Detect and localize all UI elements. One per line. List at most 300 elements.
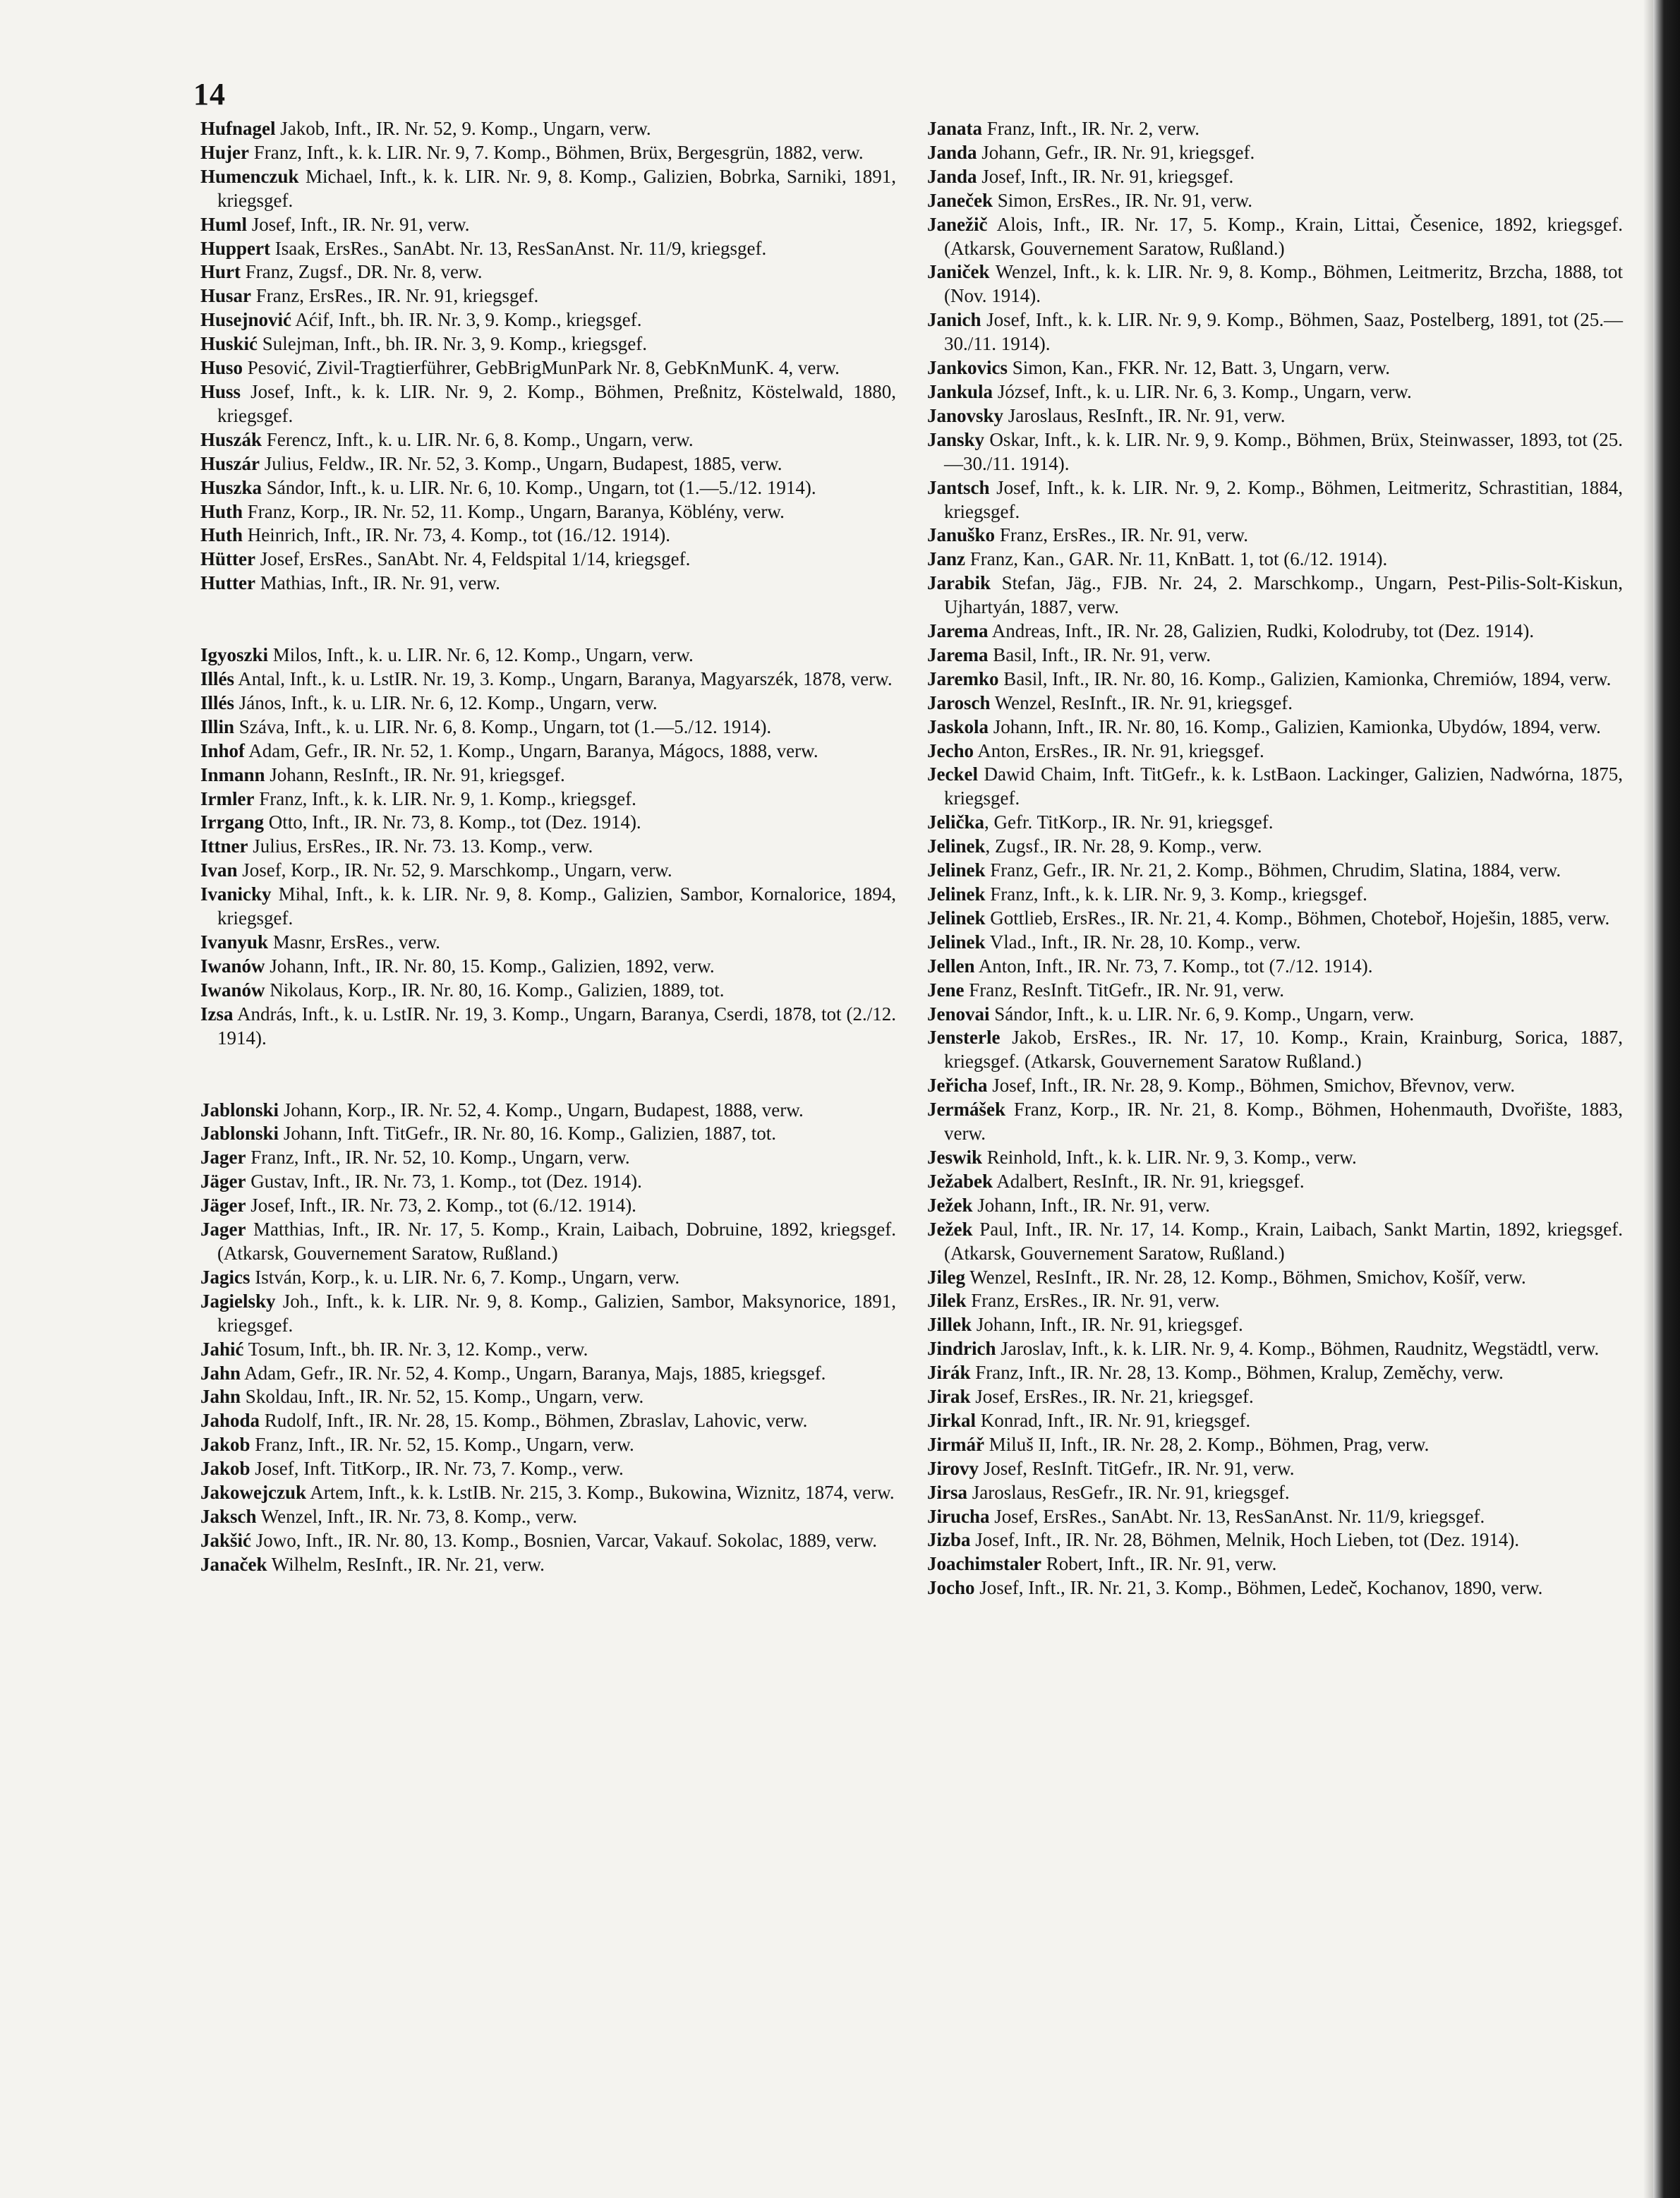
entry-details: Otto, Inft., IR. Nr. 73, 8. Komp., tot (Dez. 1914).	[264, 811, 641, 833]
entry-surname: Huskić	[200, 333, 258, 355]
entry-surname: Jilek	[927, 1290, 967, 1312]
entry-details: Andreas, Inft., IR. Nr. 28, Galizien, Rudki, Kolodruby, tot (Dez. 1914).	[988, 620, 1535, 642]
entry-details: Josef, Inft., k. k. LIR. Nr. 9, 9. Komp., Böhmen, Saaz, Postelberg, 1891, tot (25.—30./11. 1914).	[944, 309, 1623, 355]
entry-details: Pesović, Zivil-Tragtierführer, GebBrigMunPark Nr. 8, GebKnMunK. 4, verw.	[243, 357, 840, 379]
entry-details: Vlad., Inft., IR. Nr. 28, 10. Komp., verw.	[985, 931, 1301, 953]
entry-details: Basil, Inft., IR. Nr. 80, 16. Komp., Galizien, Kamionka, Chremiów, 1894, verw.	[998, 668, 1612, 689]
entry-surname: Jeckel	[927, 763, 978, 785]
entry-surname: Hurt	[200, 261, 241, 283]
list-entry	[200, 739, 896, 763]
entry-details: Simon, ErsRes., IR. Nr. 91, verw.	[992, 189, 1252, 211]
entry-details: Jowo, Inft., IR. Nr. 80, 13. Komp., Bosnien, Varcar, Vakauf. Sokolac, 1889, verw.	[251, 1529, 878, 1551]
list-entry	[927, 524, 1623, 548]
entry-surname: Jaremko	[927, 668, 999, 689]
entry-surname: Jermášek	[927, 1099, 1005, 1121]
entry-details: Jakob, ErsRes., IR. Nr. 17, 10. Komp., Krain, Krainburg, Sorica, 1887, kriegsgef. (Atkarsk, Gouvernement Saratow Rußland.)	[944, 1027, 1623, 1073]
entry-details: Ferencz, Inft., k. u. LIR. Nr. 6, 8. Komp., Ungarn, verw.	[262, 428, 694, 450]
list-entry	[200, 237, 896, 261]
entry-surname: Jirovy	[927, 1457, 979, 1479]
section-gap	[200, 596, 896, 644]
entry-details: Franz, Korp., IR. Nr. 52, 11. Komp., Ungarn, Baranya, Köblény, verw.	[243, 500, 785, 522]
entry-details: Adalbert, ResInft., IR. Nr. 91, kriegsgef.	[992, 1170, 1305, 1192]
list-entry	[200, 165, 896, 213]
entry-surname: Iwanów	[200, 955, 265, 977]
list-entry	[927, 1552, 1623, 1576]
entry-details: Franz, Inft., k. k. LIR. Nr. 9, 3. Komp., kriegsgef.	[985, 883, 1367, 905]
list-entry	[927, 1289, 1623, 1313]
list-entry	[927, 1266, 1623, 1290]
entry-surname: Huszka	[200, 476, 262, 498]
entry-details: Antal, Inft., k. u. LstIR. Nr. 19, 3. Komp., Ungarn, Baranya, Magyarszék, 1878, verw.	[234, 668, 893, 690]
list-entry	[927, 1026, 1623, 1074]
entry-surname: Huszák	[200, 428, 262, 450]
entry-surname: Jahn	[200, 1386, 241, 1408]
entry-details: Franz, ErsRes., IR. Nr. 91, verw.	[966, 1290, 1220, 1312]
entry-surname: Husar	[200, 285, 252, 307]
entry-details: Johann, Korp., IR. Nr. 52, 4. Komp., Ungarn, Budapest, 1888, verw.	[279, 1099, 804, 1121]
list-entry	[927, 763, 1623, 811]
entry-surname: Jelinek	[927, 859, 986, 881]
entry-details: Johann, Inft. TitGefr., IR. Nr. 80, 16. Komp., Galizien, 1887, tot.	[279, 1123, 777, 1145]
list-entry	[927, 428, 1623, 476]
entry-details: Franz, ErsRes., IR. Nr. 91, verw.	[995, 524, 1248, 546]
entry-surname: Husejnović	[200, 309, 292, 331]
list-entry	[927, 189, 1623, 213]
list-entry	[927, 1409, 1623, 1433]
list-entry	[200, 1362, 896, 1386]
list-entry	[200, 931, 896, 955]
entry-surname: Janich	[927, 309, 981, 331]
list-entry	[927, 380, 1623, 404]
entry-surname: Jelinek	[927, 931, 986, 953]
list-entry	[927, 715, 1623, 739]
entry-surname: Huth	[200, 524, 243, 546]
entry-surname: Januško	[927, 524, 996, 546]
entry-details: Milos, Inft., k. u. LIR. Nr. 6, 12. Komp., Ungarn, verw.	[268, 644, 694, 666]
list-entry	[927, 1170, 1623, 1194]
entry-details: Josef, Inft., IR. Nr. 91, kriegsgef.	[977, 165, 1234, 187]
list-entry	[927, 1505, 1623, 1529]
entry-surname: Jirak	[927, 1386, 971, 1408]
entry-details: Wenzel, ResInft., IR. Nr. 28, 12. Komp., Böhmen, Smichov, Košíř, verw.	[965, 1266, 1526, 1288]
entry-surname: Huso	[200, 357, 243, 379]
entry-surname: Humenczuk	[200, 165, 299, 187]
entry-details: Masnr, ErsRes., verw.	[268, 931, 440, 953]
entry-details: Josef, Inft., IR. Nr. 28, Böhmen, Melnik, Hoch Lieben, tot (Dez. 1914).	[970, 1529, 1520, 1551]
entry-surname: Jelinek	[927, 907, 986, 929]
entry-details: Robert, Inft., IR. Nr. 91, verw.	[1041, 1553, 1277, 1575]
entry-details: János, Inft., k. u. LIR. Nr. 6, 12. Komp., Ungarn, verw.	[234, 692, 658, 713]
entry-surname: Jirák	[927, 1362, 971, 1384]
entry-details: Joh., Inft., k. k. LIR. Nr. 9, 8. Komp., Galizien, Sambor, Maksynorice, 1891, kriegsgef.	[217, 1290, 896, 1336]
entry-details: Franz, Inft., IR. Nr. 52, 15. Komp., Ungarn, verw.	[250, 1434, 634, 1456]
list-entry	[200, 835, 896, 859]
entry-details: Nikolaus, Korp., IR. Nr. 80, 16. Komp., Galizien, 1889, tot.	[265, 979, 725, 1001]
list-entry	[200, 356, 896, 380]
entry-details: Oskar, Inft., k. k. LIR. Nr. 9, 9. Komp., Böhmen, Brüx, Steinwasser, 1893, tot (25.—30./11. 1914).	[944, 428, 1623, 474]
entry-details: Anton, ErsRes., IR. Nr. 91, kriegsgef.	[973, 739, 1264, 761]
list-entry	[200, 1529, 896, 1553]
list-entry	[927, 859, 1623, 883]
entry-details: Jaroslaus, ResInft., IR. Nr. 91, verw.	[1003, 404, 1286, 426]
list-entry	[200, 117, 896, 141]
list-entry	[927, 1576, 1623, 1600]
entry-surname: Jaksch	[200, 1505, 257, 1527]
entry-details: Franz, ResInft. TitGefr., IR. Nr. 91, verw.	[964, 979, 1284, 1001]
entry-surname: Illin	[200, 715, 235, 737]
entry-surname: Ivanicky	[200, 883, 272, 905]
entry-details: Skoldau, Inft., IR. Nr. 52, 15. Komp., Ungarn, verw.	[241, 1386, 644, 1408]
entry-surname: Joachimstaler	[927, 1553, 1041, 1575]
entry-surname: Huss	[200, 380, 241, 402]
entry-surname: Jakob	[200, 1434, 250, 1456]
entry-details: Franz, Zugsf., DR. Nr. 8, verw.	[241, 261, 483, 283]
entry-surname: Ivanyuk	[200, 931, 269, 953]
entry-details: Franz, ErsRes., IR. Nr. 91, kriegsgef.	[251, 285, 539, 307]
entry-details: , Zugsf., IR. Nr. 28, 9. Komp., verw.	[985, 835, 1262, 857]
list-entry	[927, 1313, 1623, 1337]
entry-surname: Jakob	[200, 1458, 250, 1480]
entry-surname: Irmler	[200, 787, 255, 809]
entry-details: Reinhold, Inft., k. k. LIR. Nr. 9, 3. Komp., verw.	[982, 1146, 1357, 1168]
list-entry	[200, 1122, 896, 1146]
entry-details: Stefan, Jäg., FJB. Nr. 24, 2. Marschkomp., Ungarn, Pest-Pilis-Solt-Kiskun, Ujhartyán, 1887, verw.	[944, 572, 1623, 618]
entry-details: Artem, Inft., k. k. LstIB. Nr. 215, 3. Komp., Bukowina, Wiznitz, 1874, verw.	[306, 1482, 895, 1504]
list-entry	[927, 356, 1623, 380]
list-entry	[927, 1098, 1623, 1146]
entry-details: István, Korp., k. u. LIR. Nr. 6, 7. Komp., Ungarn, verw.	[250, 1266, 680, 1288]
list-entry	[200, 1099, 896, 1123]
entry-surname: Inhof	[200, 739, 246, 761]
entry-surname: Ittner	[200, 835, 248, 857]
entry-surname: Jagics	[200, 1266, 250, 1288]
left-column	[200, 117, 896, 1577]
entry-details: Wenzel, Inft., IR. Nr. 73, 8. Komp., verw.	[256, 1505, 578, 1527]
entry-details: Josef, Inft., IR. Nr. 91, verw.	[247, 213, 470, 235]
list-entry	[927, 165, 1623, 189]
list-entry	[200, 787, 896, 811]
list-entry	[200, 1457, 896, 1481]
entry-details: Julius, ErsRes., IR. Nr. 73. 13. Komp., verw.	[248, 835, 593, 857]
list-entry	[200, 308, 896, 332]
list-entry	[200, 715, 896, 739]
entry-surname: Jablonski	[200, 1099, 279, 1121]
list-entry	[927, 1481, 1623, 1505]
entry-surname: Jäger	[200, 1195, 246, 1216]
entry-details: Franz, Inft., k. k. LIR. Nr. 9, 7. Komp., Böhmen, Brüx, Bergesgrün, 1882, verw.	[248, 141, 864, 163]
entry-surname: Janežič	[927, 213, 988, 235]
list-entry	[927, 1385, 1623, 1409]
list-entry	[200, 1170, 896, 1194]
list-entry	[200, 284, 896, 308]
entry-surname: Jarosch	[927, 692, 991, 713]
entry-details: Franz, Korp., IR. Nr. 21, 8. Komp., Böhmen, Hohenmauth, Dvořište, 1883, verw.	[944, 1099, 1623, 1145]
list-entry	[927, 308, 1623, 356]
list-entry	[200, 1409, 896, 1433]
entry-details: András, Inft., k. u. LstIR. Nr. 19, 3. Komp., Ungarn, Baranya, Cserdi, 1878, tot (2./12. 1914).	[217, 1003, 896, 1049]
entry-surname: Huszár	[200, 452, 260, 474]
entry-surname: Jillek	[927, 1314, 972, 1336]
entry-surname: Irrgang	[200, 811, 264, 833]
entry-details: Aćif, Inft., bh. IR. Nr. 3, 9. Komp., kriegsgef.	[291, 309, 642, 331]
entry-details: Gustav, Inft., IR. Nr. 73, 1. Komp., tot (Dez. 1914).	[246, 1171, 642, 1192]
entry-surname: Hufnagel	[200, 118, 276, 139]
list-entry	[927, 260, 1623, 308]
section-gap	[200, 1051, 896, 1099]
entry-surname: Jeřicha	[927, 1075, 988, 1097]
entry-details: Josef, ErsRes., SanAbt. Nr. 13, ResSanAnst. Nr. 11/9, kriegsgef.	[989, 1505, 1485, 1527]
entry-surname: Jahoda	[200, 1410, 260, 1432]
entry-details: Josef, ErsRes., IR. Nr. 21, kriegsgef.	[970, 1386, 1254, 1408]
entry-details: Johann, Inft., IR. Nr. 91, kriegsgef.	[972, 1314, 1243, 1336]
list-entry	[200, 668, 896, 692]
list-entry	[200, 332, 896, 356]
entry-surname: Iwanów	[200, 979, 265, 1001]
entry-details: Franz, Inft., k. k. LIR. Nr. 9, 1. Komp., kriegsgef.	[254, 787, 636, 809]
list-entry	[927, 1433, 1623, 1457]
entry-surname: Hütter	[200, 548, 255, 570]
list-entry	[927, 141, 1623, 165]
entry-details: Tosum, Inft., bh. IR. Nr. 3, 12. Komp., verw.	[243, 1338, 588, 1360]
list-entry	[200, 572, 896, 596]
list-entry	[200, 1266, 896, 1290]
entry-surname: Jirsa	[927, 1481, 967, 1503]
list-entry	[927, 739, 1623, 763]
entry-surname: Jene	[927, 979, 965, 1001]
list-entry	[927, 620, 1623, 644]
entry-details: Johann, ResInft., IR. Nr. 91, kriegsgef.	[265, 763, 565, 785]
entry-surname: Jensterle	[927, 1027, 1001, 1049]
entry-details: Rudolf, Inft., IR. Nr. 28, 15. Komp., Böhmen, Zbraslav, Lahovic, verw.	[260, 1410, 808, 1432]
entry-details: Josef, ResInft. TitGefr., IR. Nr. 91, verw.	[979, 1457, 1295, 1479]
entry-details: Konrad, Inft., IR. Nr. 91, kriegsgef.	[976, 1409, 1251, 1431]
entry-details: Jakob, Inft., IR. Nr. 52, 9. Komp., Ungarn, verw.	[275, 118, 651, 139]
list-entry	[927, 979, 1623, 1003]
entry-surname: Jarema	[927, 644, 989, 665]
entry-details: Jaroslav, Inft., k. k. LIR. Nr. 9, 4. Komp., Böhmen, Raudnitz, Wegstädtl, verw.	[996, 1338, 1600, 1360]
list-entry	[200, 500, 896, 524]
entry-surname: Jelinek	[927, 835, 986, 857]
entry-surname: Jahić	[200, 1338, 244, 1360]
entry-details: Franz, Kan., GAR. Nr. 11, KnBatt. 1, tot (6./12. 1914).	[965, 548, 1388, 570]
entry-surname: Jirkal	[927, 1409, 977, 1431]
list-entry	[200, 763, 896, 787]
entry-surname: Ivan	[200, 859, 238, 881]
list-entry	[200, 1003, 896, 1051]
entry-surname: Jantsch	[927, 476, 990, 498]
list-entry	[200, 141, 896, 165]
entry-details: Julius, Feldw., IR. Nr. 52, 3. Komp., Ungarn, Budapest, 1885, verw.	[260, 452, 782, 474]
list-entry	[200, 811, 896, 835]
entry-details: Wilhelm, ResInft., IR. Nr. 21, verw.	[267, 1553, 545, 1575]
entry-details: Josef, Inft., IR. Nr. 28, 9. Komp., Böhmen, Smichov, Břevnov, verw.	[987, 1075, 1516, 1097]
list-entry	[200, 213, 896, 237]
entry-details: Mathias, Inft., IR. Nr. 91, verw.	[255, 572, 500, 594]
entry-details: Anton, Inft., IR. Nr. 73, 7. Komp., tot (7./12. 1914).	[974, 955, 1373, 977]
entry-details: Josef, Inft., IR. Nr. 73, 2. Komp., tot (6./12. 1914).	[246, 1195, 636, 1216]
entry-surname: Jager	[200, 1219, 246, 1240]
entry-details: Josef, Inft., k. k. LIR. Nr. 9, 2. Komp., Böhmen, Leitmeritz, Schrastitian, 1884, kriegsgef.	[944, 476, 1623, 522]
entry-surname: Jirmář	[927, 1433, 984, 1455]
entry-surname: Igyoszki	[200, 644, 269, 666]
entry-surname: Janz	[927, 548, 965, 570]
list-entry	[927, 213, 1623, 261]
entry-details: Josef, Inft., k. k. LIR. Nr. 9, 2. Komp., Böhmen, Preßnitz, Köstelwald, 1880, kriegsgef.	[217, 380, 896, 426]
list-entry	[200, 883, 896, 931]
entry-details: , Gefr. TitKorp., IR. Nr. 91, kriegsgef.	[984, 811, 1274, 833]
list-entry	[927, 931, 1623, 955]
list-entry	[200, 1385, 896, 1409]
entry-details: Josef, Korp., IR. Nr. 52, 9. Marschkomp., Ungarn, verw.	[237, 859, 672, 881]
list-entry	[200, 859, 896, 883]
entry-details: Basil, Inft., IR. Nr. 91, verw.	[988, 644, 1211, 665]
entry-surname: Jansky	[927, 428, 985, 450]
entry-details: Franz, Inft., IR. Nr. 28, 13. Komp., Böhmen, Kralup, Zeměchy, verw.	[970, 1362, 1504, 1384]
entry-details: Johann, Inft., IR. Nr. 80, 16. Komp., Galizien, Kamionka, Ubydów, 1894, verw.	[989, 715, 1601, 737]
entry-surname: Illés	[200, 668, 235, 690]
entry-surname: Jaskola	[927, 715, 989, 737]
entry-details: Paul, Inft., IR. Nr. 17, 14. Komp., Krain, Laibach, Sankt Martin, 1892, kriegsgef. (Atkarsk, Gouvernement Saratow, Rußland.)	[944, 1218, 1623, 1264]
entry-surname: Ježabek	[927, 1170, 993, 1192]
entry-details: Sándor, Inft., k. u. LIR. Nr. 6, 9. Komp., Ungarn, verw.	[989, 1003, 1415, 1025]
entry-surname: Jankovics	[927, 357, 1008, 379]
entry-details: Josef, ErsRes., SanAbt. Nr. 4, Feldspital 1/14, kriegsgef.	[255, 548, 691, 570]
list-entry	[927, 835, 1623, 859]
list-entry	[927, 404, 1623, 428]
list-entry	[200, 260, 896, 284]
list-entry	[927, 1194, 1623, 1218]
list-entry	[927, 692, 1623, 715]
entry-details: Miluš II, Inft., IR. Nr. 28, 2. Komp., Böhmen, Prag, verw.	[984, 1433, 1430, 1455]
entry-surname: Jelinek	[927, 883, 986, 905]
list-entry	[927, 1218, 1623, 1266]
list-entry	[927, 548, 1623, 572]
list-entry	[927, 1361, 1623, 1385]
entry-details: Franz, Gefr., IR. Nr. 21, 2. Komp., Böhmen, Chrudim, Slatina, 1884, verw.	[985, 859, 1561, 881]
entry-surname: Janeček	[927, 189, 993, 211]
entry-surname: Jarabik	[927, 572, 991, 594]
list-entry	[200, 524, 896, 548]
entry-surname: Ježek	[927, 1194, 973, 1216]
entry-details: Wenzel, ResInft., IR. Nr. 91, kriegsgef.	[990, 692, 1293, 713]
list-entry	[200, 1481, 896, 1505]
list-entry	[200, 1505, 896, 1529]
list-entry	[927, 811, 1623, 835]
entry-surname: Huth	[200, 500, 243, 522]
entry-surname: Jakšić	[200, 1529, 252, 1551]
list-entry	[927, 955, 1623, 979]
entry-details: Jaroslaus, ResGefr., IR. Nr. 91, kriegsgef.	[967, 1481, 1290, 1503]
entry-details: Josef, Inft. TitKorp., IR. Nr. 73, 7. Komp., verw.	[250, 1458, 624, 1480]
entry-surname: Huml	[200, 213, 248, 235]
list-entry	[200, 1194, 896, 1218]
entry-details: Johann, Inft., IR. Nr. 91, verw.	[972, 1194, 1210, 1216]
list-entry	[200, 979, 896, 1003]
entry-surname: Jirucha	[927, 1505, 990, 1527]
entry-surname: Janaček	[200, 1553, 267, 1575]
entry-details: Isaak, ErsRes., SanAbt. Nr. 13, ResSanAnst. Nr. 11/9, kriegsgef.	[270, 237, 767, 259]
entry-surname: Hujer	[200, 141, 249, 163]
entry-surname: Jäger	[200, 1171, 246, 1192]
entry-surname: Janiček	[927, 261, 990, 283]
list-entry	[200, 644, 896, 668]
entry-details: Matthias, Inft., IR. Nr. 17, 5. Komp., Krain, Laibach, Dobruine, 1892, kriegsgef. (Atkarsk, Gouvernement Saratow, Rußland.)	[217, 1219, 896, 1264]
entry-details: Heinrich, Inft., IR. Nr. 73, 4. Komp., tot (16./12. 1914).	[243, 524, 670, 546]
list-entry	[200, 428, 896, 452]
entry-surname: Janovsky	[927, 404, 1004, 426]
entry-surname: Jelička	[927, 811, 984, 833]
entry-surname: Janda	[927, 141, 977, 163]
entry-details: Sándor, Inft., k. u. LIR. Nr. 6, 10. Komp., Ungarn, tot (1.—5./12. 1914).	[262, 476, 816, 498]
entry-surname: Jecho	[927, 739, 974, 761]
entry-details: Adam, Gefr., IR. Nr. 52, 4. Komp., Ungarn, Baranya, Majs, 1885, kriegsgef.	[241, 1362, 826, 1384]
entry-details: Gottlieb, ErsRes., IR. Nr. 21, 4. Komp., Böhmen, Choteboř, Hoješin, 1885, verw.	[985, 907, 1610, 929]
entry-surname: Jablonski	[200, 1123, 279, 1145]
entry-surname: Hutter	[200, 572, 255, 594]
entry-details: József, Inft., k. u. LIR. Nr. 6, 3. Komp., Ungarn, verw.	[993, 380, 1412, 402]
list-entry	[200, 692, 896, 715]
entry-details: Johann, Gefr., IR. Nr. 91, kriegsgef.	[977, 141, 1255, 163]
entry-surname: Jenovai	[927, 1003, 990, 1025]
list-entry	[200, 380, 896, 428]
list-entry	[927, 1337, 1623, 1361]
list-entry	[927, 1003, 1623, 1027]
list-entry	[200, 548, 896, 572]
entry-surname: Jindrich	[927, 1338, 996, 1360]
entry-surname: Illés	[200, 692, 235, 713]
entry-details: Adam, Gefr., IR. Nr. 52, 1. Komp., Ungarn, Baranya, Mágocs, 1888, verw.	[245, 739, 818, 761]
list-entry	[200, 955, 896, 979]
list-entry	[927, 644, 1623, 668]
entry-details: Sulejman, Inft., bh. IR. Nr. 3, 9. Komp., kriegsgef.	[258, 333, 647, 355]
entry-surname: Jellen	[927, 955, 975, 977]
entry-details: Johann, Inft., IR. Nr. 80, 15. Komp., Galizien, 1892, verw.	[265, 955, 715, 977]
entry-details: Michael, Inft., k. k. LIR. Nr. 9, 8. Komp., Galizien, Bobrka, Sarniki, 1891, kriegsgef.	[217, 165, 896, 211]
list-entry	[200, 476, 896, 500]
scan-border	[1653, 0, 1680, 2198]
list-entry	[200, 1433, 896, 1457]
entry-surname: Jileg	[927, 1266, 965, 1288]
entry-surname: Jarema	[927, 620, 989, 642]
page-edge-shadow	[1643, 0, 1653, 2198]
entry-surname: Ježek	[927, 1218, 973, 1240]
entry-surname: Jahn	[200, 1362, 241, 1384]
entry-details: Wenzel, Inft., k. k. LIR. Nr. 9, 8. Komp., Böhmen, Leitmeritz, Brzcha, 1888, tot (Nov. 1914).	[944, 261, 1623, 307]
list-entry	[927, 1146, 1623, 1170]
list-entry	[200, 1290, 896, 1338]
entry-surname: Jagielsky	[200, 1290, 276, 1312]
entry-surname: Janda	[927, 165, 977, 187]
entry-surname: Inmann	[200, 763, 265, 785]
entry-surname: Jizba	[927, 1529, 971, 1551]
page-number: 14	[193, 77, 226, 111]
list-entry	[200, 1218, 896, 1266]
list-entry	[927, 668, 1623, 692]
entry-surname: Jeswik	[927, 1146, 983, 1168]
entry-surname: Izsa	[200, 1003, 234, 1025]
entry-surname: Huppert	[200, 237, 271, 259]
entry-surname: Jakowejczuk	[200, 1482, 306, 1504]
list-entry	[927, 1528, 1623, 1552]
list-entry	[927, 476, 1623, 524]
entry-details: Száva, Inft., k. u. LIR. Nr. 6, 8. Komp., Ungarn, tot (1.—5./12. 1914).	[234, 715, 772, 737]
entry-details: Franz, Inft., IR. Nr. 2, verw.	[982, 118, 1199, 139]
entry-details: Mihal, Inft., k. k. LIR. Nr. 9, 8. Komp., Galizien, Sambor, Kornalorice, 1894, kriegsgef.	[217, 883, 896, 929]
entry-surname: Jankula	[927, 380, 993, 402]
entry-details: Dawid Chaim, Inft. TitGefr., k. k. LstBaon. Lackinger, Galizien, Nadwórna, 1875, kriegsgef.	[944, 763, 1623, 809]
list-entry	[927, 883, 1623, 907]
list-entry	[927, 572, 1623, 620]
